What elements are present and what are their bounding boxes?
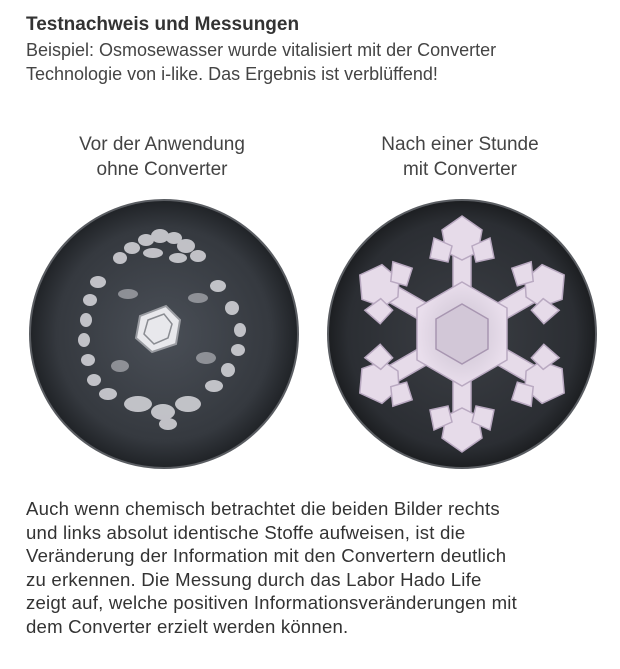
intro-line: Technologie von i-like. Das Ergebnis ist verblüffend! [26, 64, 438, 84]
body-line: Veränderung der Information mit den Convertern deutlich [26, 545, 507, 567]
left-caption [22, 132, 302, 182]
right-caption-line: mit Converter [402, 159, 518, 180]
body-line: und links absolut identische Stoffe aufweisen, ist die [26, 521, 466, 543]
crystal-after-image [326, 198, 598, 470]
intro-text [26, 38, 606, 86]
left-caption-line: Vor der Anwendung [79, 134, 245, 155]
right-caption [320, 132, 600, 182]
body-line: dem Converter erzielt werden können. [26, 615, 349, 637]
body-line: zu erkennen. Die Messung durch das Labor Hado Life [26, 568, 482, 590]
left-caption-line: ohne Converter [96, 159, 228, 180]
right-caption-line: Nach einer Stunde [381, 134, 539, 155]
body-line: Auch wenn chemisch betrachtet die beiden Bilder rechts [26, 498, 500, 519]
body-text [26, 497, 606, 639]
crystal-before-image [28, 198, 300, 470]
page-heading: Testnachweis und Messungen [26, 14, 300, 35]
body-line: zeigt auf, welche positiven Informationsveränderungen mit [26, 592, 517, 614]
intro-line: Beispiel: Osmosewasser wurde vitalisiert mit der Converter [26, 40, 497, 60]
